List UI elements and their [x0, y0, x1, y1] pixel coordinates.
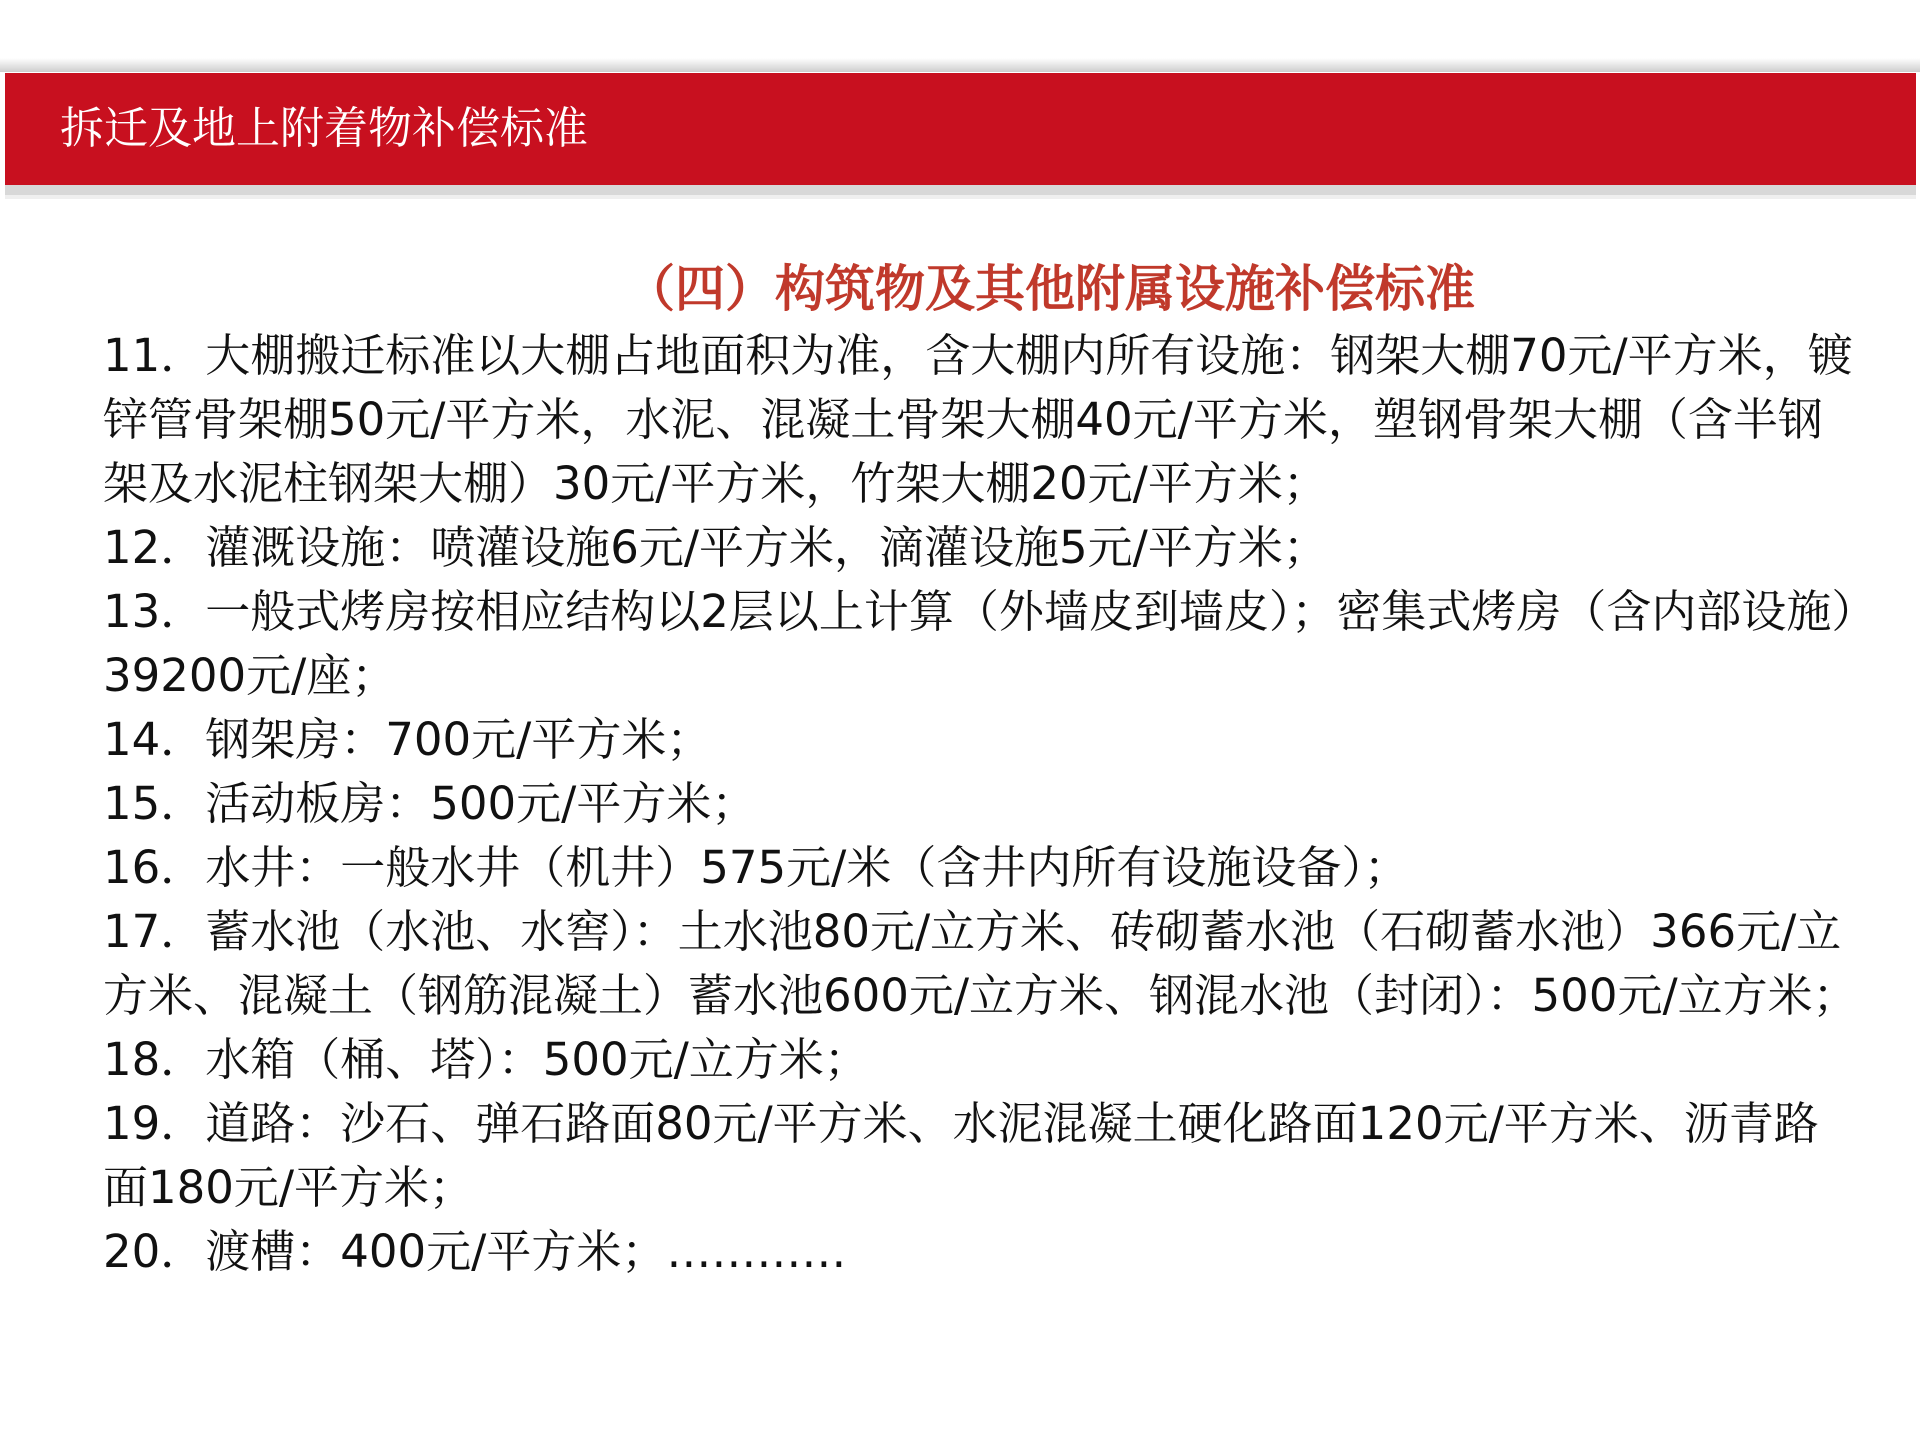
list-item-17: 17．蓄水池（水池、水窖）：土水池80元/立方米、砖砌蓄水池（石砌蓄水池）366元/立方米、混凝土（钢筋混凝土）蓄水池600元/立方米、钢混水池（封闭）：500元/立方米；	[103, 905, 1858, 1022]
list-item-19: 19．道路：沙石、弹石路面80元/平方米、水泥混凝土硬化路面120元/平方米、沥青路面180元/平方米；	[103, 1097, 1819, 1214]
list-item-12: 12．灌溉设施：喷灌设施6元/平方米，滴灌设施5元/平方米；	[103, 521, 1328, 574]
compensation-list	[103, 324, 1863, 1284]
header-title: 拆迁及地上附着物补偿标准	[60, 103, 588, 154]
header-bar	[5, 73, 1916, 185]
list-item-20: 20．渡槽：400元/平方米；…………	[103, 1225, 847, 1278]
list-item-16: 16．水井：一般水井（机井）575元/米（含井内所有设施设备）；	[103, 841, 1409, 894]
list-item-11: 11．大棚搬迁标准以大棚占地面积为准，含大棚内所有设施：钢架大棚70元/平方米，镀锌管骨架棚50元/平方米，水泥、混凝土骨架大棚40元/平方米，塑钢骨架大棚（含半钢架及水泥柱钢架大棚）30元/平方米，竹架大棚20元/平方米；	[103, 329, 1853, 510]
list-item-18: 18．水箱（桶、塔）：500元/立方米；	[103, 1033, 869, 1086]
list-item-15: 15．活动板房：500元/平方米；	[103, 777, 757, 830]
list-item-14: 14．钢架房：700元/平方米；	[103, 713, 712, 766]
top-divider	[0, 58, 1920, 72]
section-title: （四）构筑物及其他附属设施补偿标准	[625, 260, 1475, 318]
list-item-13: 13．一般式烤房按相应结构以2层以上计算（外墙皮到墙皮）；密集式烤房（含内部设施）39200元/座；	[103, 585, 1854, 702]
